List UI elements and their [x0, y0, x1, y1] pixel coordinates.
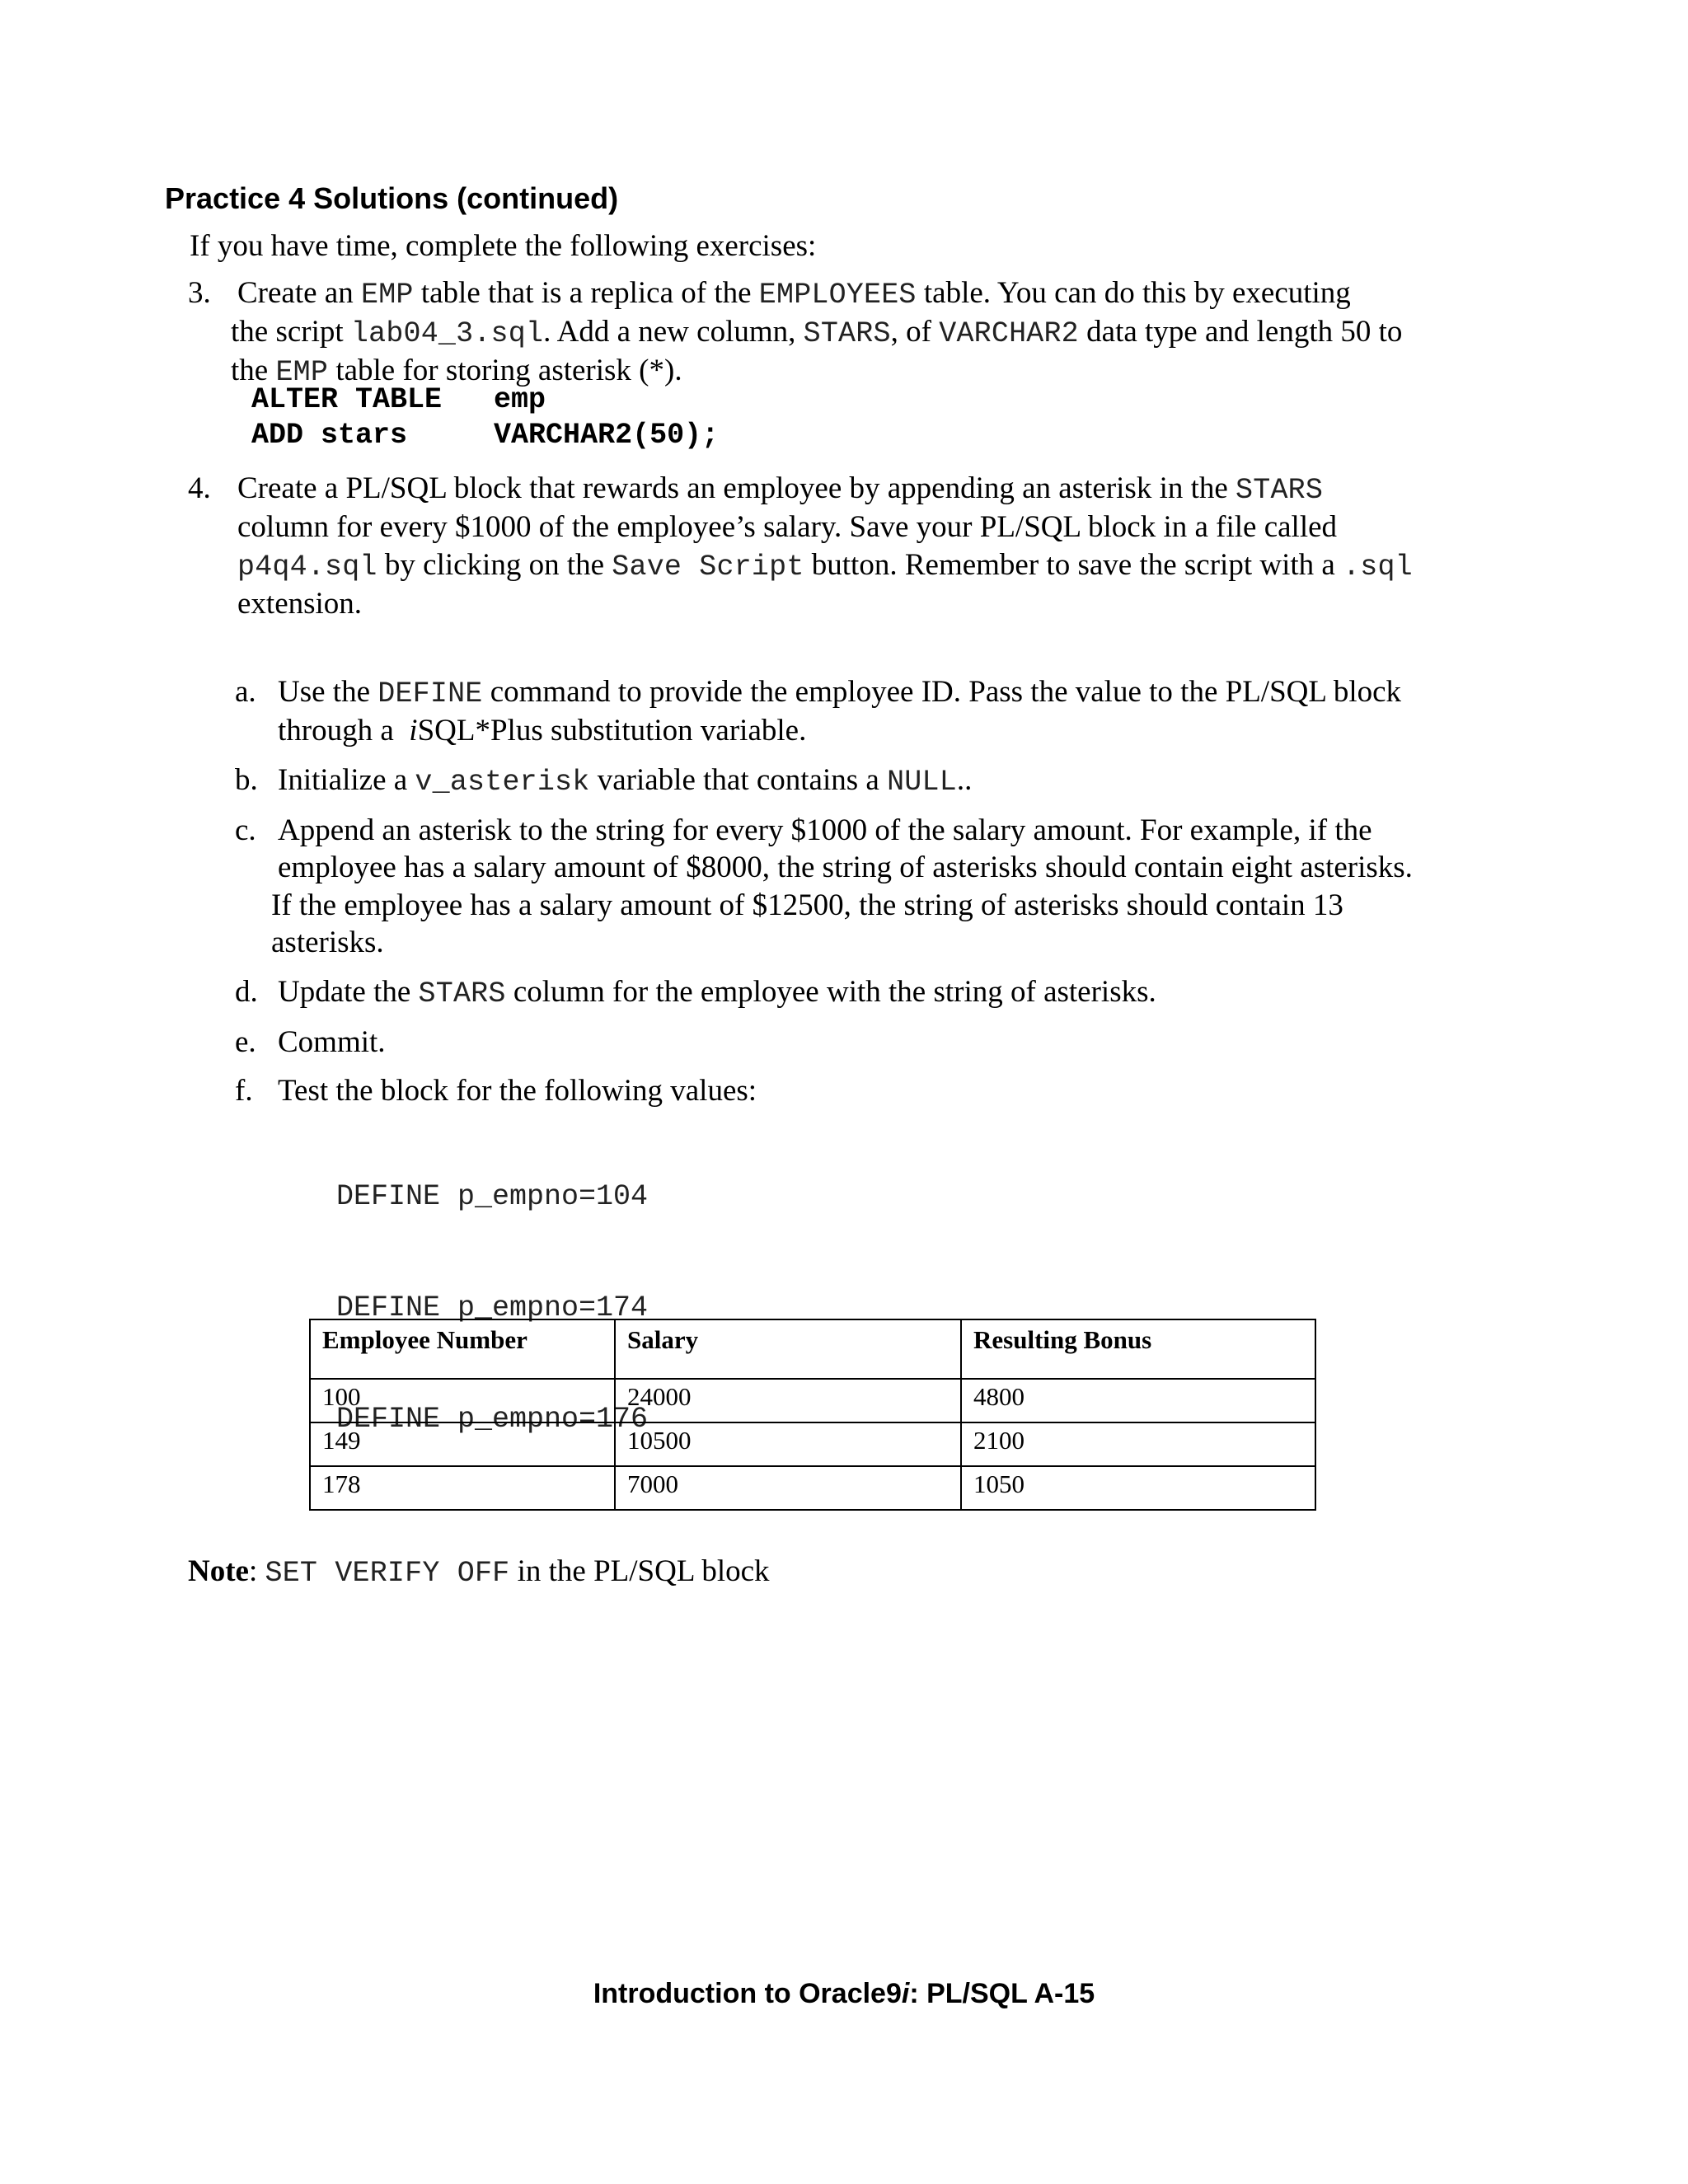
code-inline: NULL	[887, 765, 957, 799]
subitem-text: SQL*Plus substitution variable.	[417, 714, 807, 748]
code-inline: v_asterisk	[415, 765, 590, 799]
define-line: DEFINE p_empno=104	[336, 1180, 649, 1213]
table-row	[310, 1379, 1315, 1422]
subitem-text: Append an asterisk to the string for every $1000 of the salary amount. For example, if the	[278, 813, 1372, 847]
code-inline: EMPLOYEES	[758, 279, 917, 312]
table-cell: 4800	[961, 1379, 1315, 1422]
question-3	[188, 274, 1457, 391]
code-inline: SET VERIFY OFF	[265, 1557, 510, 1590]
code-inline: STARS	[803, 317, 891, 351]
table-cell: 7000	[615, 1466, 961, 1510]
page-footer	[0, 1978, 1688, 2010]
q3-text: table. You can do this by executing	[916, 276, 1351, 310]
q3-text: table for storing asterisk (*).	[328, 354, 682, 388]
column-header: Employee Number	[310, 1319, 615, 1379]
code-line-add: ADD stars VARCHAR2(50);	[251, 419, 720, 452]
define-line: DEFINE p_empno=174	[336, 1291, 649, 1324]
subitem-label: c.	[235, 813, 256, 847]
note-label: Note	[188, 1554, 249, 1588]
code-inline: DEFINE	[377, 677, 483, 710]
subitem-a	[235, 673, 1455, 750]
question-4	[188, 470, 1474, 622]
question-number: 4.	[188, 471, 211, 505]
table-cell: 1050	[961, 1466, 1315, 1510]
subitem-text: Test the block for the following values:	[278, 1074, 757, 1108]
subitem-c	[235, 812, 1455, 962]
code-inline: Save Script	[612, 550, 804, 583]
q3-text: the script	[231, 315, 351, 349]
subitem-text: If the employee has a salary amount of $12500, the string of asterisks should contain 13	[271, 888, 1343, 922]
table-cell: 10500	[615, 1422, 961, 1466]
q4-text: button. Remember to save the script with a	[804, 547, 1343, 582]
q3-text: the	[231, 354, 276, 388]
page-title: Practice 4 Solutions (continued)	[165, 181, 619, 215]
code-inline: STARS	[418, 977, 506, 1010]
table-cell: 178	[310, 1466, 615, 1510]
table-cell: 100	[310, 1379, 615, 1422]
subitem-text: variable that contains a	[589, 762, 888, 797]
q3-text: , of	[890, 315, 940, 349]
subitem-text: i	[409, 714, 418, 748]
table-cell: 24000	[615, 1379, 961, 1422]
code-inline: lab04_3.sql	[350, 317, 544, 351]
code-inline: EMP	[360, 279, 414, 312]
intro-text: If you have time, complete the following exercises:	[190, 229, 817, 263]
subitem-label: e.	[235, 1024, 256, 1059]
q4-text: by clicking on the	[377, 547, 612, 582]
subitem-text: employee has a salary amount of $8000, the string of asterisks should contain eight asterisks.	[278, 851, 1413, 885]
subitem-text: asterisks.	[271, 926, 384, 960]
code-inline: EMP	[275, 356, 329, 390]
code-line-alter: ALTER TABLE emp	[251, 383, 546, 416]
column-header: Salary	[615, 1319, 961, 1379]
bonus-table	[309, 1319, 1316, 1511]
table-cell: 149	[310, 1422, 615, 1466]
q3-text: . Add a new column,	[543, 315, 804, 349]
q4-text: Create a PL/SQL block that rewards an employee by appending an asterisk in the	[237, 471, 1236, 505]
subitem-label: d.	[235, 974, 258, 1009]
subitem-label: b.	[235, 762, 258, 797]
subitem-d	[235, 973, 1455, 1012]
subitem-text: through a	[278, 714, 410, 748]
q3-text: data type and length 50 to	[1078, 315, 1403, 349]
footer-text: i	[901, 1978, 910, 2009]
q3-text: Create an	[237, 276, 361, 310]
column-header: Resulting Bonus	[961, 1319, 1315, 1379]
code-inline: VARCHAR2	[939, 317, 1079, 351]
subitem-text: ..	[956, 762, 973, 797]
q4-text: extension.	[237, 586, 363, 621]
subitem-text: Use the	[278, 675, 378, 709]
table-cell: 2100	[961, 1422, 1315, 1466]
table-row	[310, 1466, 1315, 1510]
subitem-text: command to provide the employee ID. Pass the value to the PL/SQL block	[482, 675, 1402, 709]
code-inline: p4q4.sql	[237, 550, 377, 583]
subitem-text: Commit.	[278, 1024, 386, 1059]
question-number: 3.	[188, 276, 211, 310]
subitem-text: column for the employee with the string of asterisks.	[505, 974, 1156, 1009]
code-inline: .sql	[1343, 550, 1413, 583]
note	[188, 1553, 770, 1591]
footer-text: : PL/SQL A-15	[909, 1978, 1095, 2009]
table-row	[310, 1422, 1315, 1466]
subitem-text: Update the	[278, 974, 419, 1009]
subitem-text: Initialize a	[278, 762, 415, 797]
subitem-label: a.	[235, 675, 256, 709]
subitem-e	[235, 1024, 1455, 1062]
define-line: DEFINE p_empno=176	[336, 1403, 649, 1436]
subitem-list	[235, 673, 1455, 1122]
code-inline: STARS	[1236, 474, 1324, 507]
q4-text: column for every $1000 of the employee’s salary. Save your PL/SQL block in a file called	[237, 510, 1338, 545]
note-text: in the PL/SQL block	[509, 1554, 770, 1588]
table-header-row	[310, 1319, 1315, 1379]
q3-text: table that is a replica of the	[413, 276, 759, 310]
subitem-label: f.	[235, 1074, 253, 1108]
note-text: :	[248, 1554, 265, 1588]
footer-text: Introduction to Oracle9	[593, 1978, 902, 2009]
subitem-b	[235, 762, 1455, 800]
